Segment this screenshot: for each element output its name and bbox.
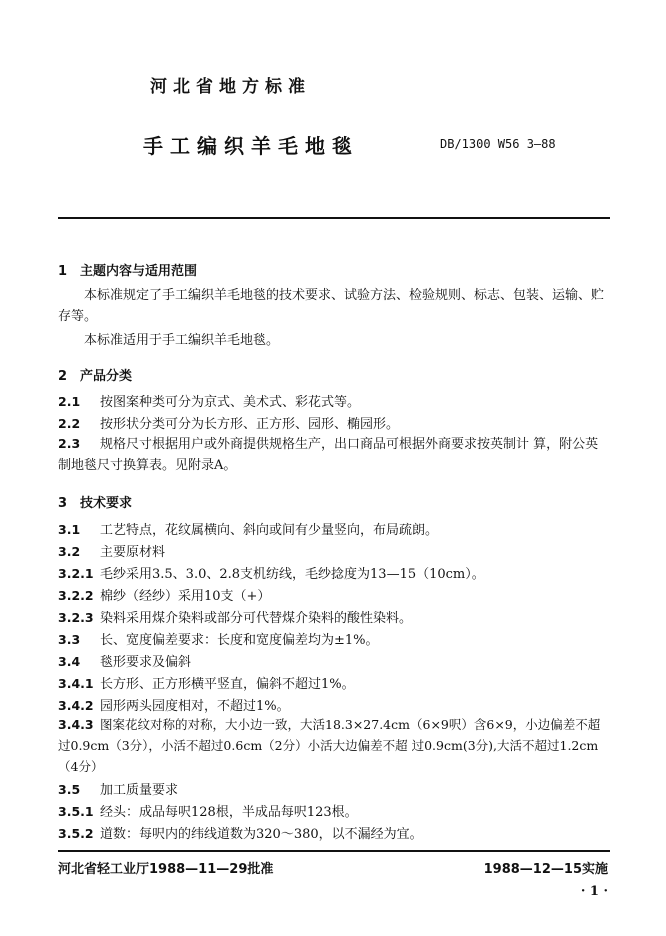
header-divider xyxy=(58,217,610,219)
clause-3-4-1 xyxy=(58,673,610,692)
section-number: 3 xyxy=(58,496,68,511)
page-number: · 1 · xyxy=(580,884,608,899)
clause-3-4 xyxy=(58,651,610,670)
clause-number: 3.4.3 xyxy=(58,717,94,732)
clause-text: 主要原材料 xyxy=(100,545,166,560)
section-title: 技术要求 xyxy=(80,496,133,511)
clause-number: 3.1 xyxy=(58,522,81,537)
clause-3-4-2 xyxy=(58,695,610,714)
section-1-paragraph-1: 本标准规定了手工编织羊毛地毯的技术要求、试验方法、检验规则、标志、包装、运输、贮存等。 xyxy=(58,288,605,324)
section-2-heading xyxy=(58,365,132,384)
clause-text: 染料采用煤介染料或部分可代替煤介染料的酸性染料。 xyxy=(100,611,413,626)
section-number: 2 xyxy=(58,369,68,384)
section-title: 产品分类 xyxy=(80,369,133,384)
clause-number: 3.2.1 xyxy=(58,566,94,581)
clause-number: 3.5.1 xyxy=(58,804,94,819)
standard-code: DB/1300 W56 3—88 xyxy=(440,137,556,151)
clause-3-2-2 xyxy=(58,585,610,604)
clause-text: 工艺特点，花纹属横向、斜向或间有少量竖向，布局疏朗。 xyxy=(100,523,439,538)
document-title: 手工编织羊毛地毯 xyxy=(143,134,359,158)
clause-text: 按形状分类可分为长方形、正方形、园形、椭园形。 xyxy=(100,417,400,432)
approval-line: 河北省轻工业厅1988—11—29批准 xyxy=(58,862,274,877)
clause-number: 2.3 xyxy=(58,436,81,451)
clause-3-5-1 xyxy=(58,801,610,820)
section-title: 主题内容与适用范围 xyxy=(80,264,198,279)
clause-number: 3.2.2 xyxy=(58,588,94,603)
clause-2-3 xyxy=(58,433,610,476)
clause-number: 3.4.2 xyxy=(58,698,94,713)
clause-2-1 xyxy=(58,391,610,410)
clause-text: 加工质量要求 xyxy=(100,783,179,798)
clause-3-1 xyxy=(58,519,610,538)
clause-text: 长方形、正方形横平竖直，偏斜不超过1%。 xyxy=(100,677,355,692)
clause-text: 毛纱采用3.5、3.0、2.8支机纺线，毛纱捻度为13—15（10cm）。 xyxy=(100,567,485,582)
clause-text: 经头：成品每呎128根，半成品每呎123根。 xyxy=(100,805,358,820)
clause-text: 园形两头园度相对，不超过1%。 xyxy=(100,699,290,714)
clause-number: 3.4 xyxy=(58,654,81,669)
clause-number: 3.3 xyxy=(58,632,81,647)
effective-date: 1988—12—15实施 xyxy=(483,862,608,877)
clause-3-4-3 xyxy=(58,714,610,777)
clause-3-2-1 xyxy=(58,563,610,582)
clause-3-3 xyxy=(58,629,610,648)
clause-3-5-2 xyxy=(58,823,610,842)
clause-number: 3.2.3 xyxy=(58,610,94,625)
clause-text: 道数：每呎内的纬线道数为320～380，以不漏经为宜。 xyxy=(100,827,423,842)
clause-number: 3.4.1 xyxy=(58,676,94,691)
section-3-heading xyxy=(58,492,132,511)
clause-2-2 xyxy=(58,413,610,432)
clause-text: 长、宽度偏差要求：长度和宽度偏差均为±1%。 xyxy=(100,633,379,648)
clause-3-5 xyxy=(58,779,610,798)
clause-3-2 xyxy=(58,541,610,560)
clause-number: 3.2 xyxy=(58,544,81,559)
clause-number: 3.5 xyxy=(58,782,81,797)
issuing-organization: 河北省地方标准 xyxy=(150,77,311,97)
section-1-paragraph-2: 本标准适用于手工编织羊毛地毯。 xyxy=(84,333,280,348)
clause-number: 2.1 xyxy=(58,394,81,409)
clause-text: 毯形要求及偏斜 xyxy=(100,655,192,670)
clause-text: 棉纱（经纱）采用10支（+） xyxy=(100,589,271,604)
clause-3-2-3 xyxy=(58,607,610,626)
section-number: 1 xyxy=(58,264,68,279)
clause-number: 2.2 xyxy=(58,416,81,431)
section-1-heading xyxy=(58,260,197,279)
clause-number: 3.5.2 xyxy=(58,826,94,841)
clause-text: 按图案种类可分为京式、美术式、彩花式等。 xyxy=(100,395,361,410)
clause-text: 规格尺寸根据用户或外商提供规格生产，出口商品可根据外商要求按英制计 算，附公英制地毯尺寸换算表。见附录A。 xyxy=(58,437,599,473)
footer-divider xyxy=(58,850,610,852)
clause-text: 图案花纹对称的对称，大小边一致，大活18.3×27.4cm（6×9呎）含6×9，小边偏差不超过0.9cm（3分），小活不超过0.6cm（2分）小活大边偏差不超 过0.9cm(3分),大活不超过1.2cm（4分） xyxy=(58,717,601,774)
